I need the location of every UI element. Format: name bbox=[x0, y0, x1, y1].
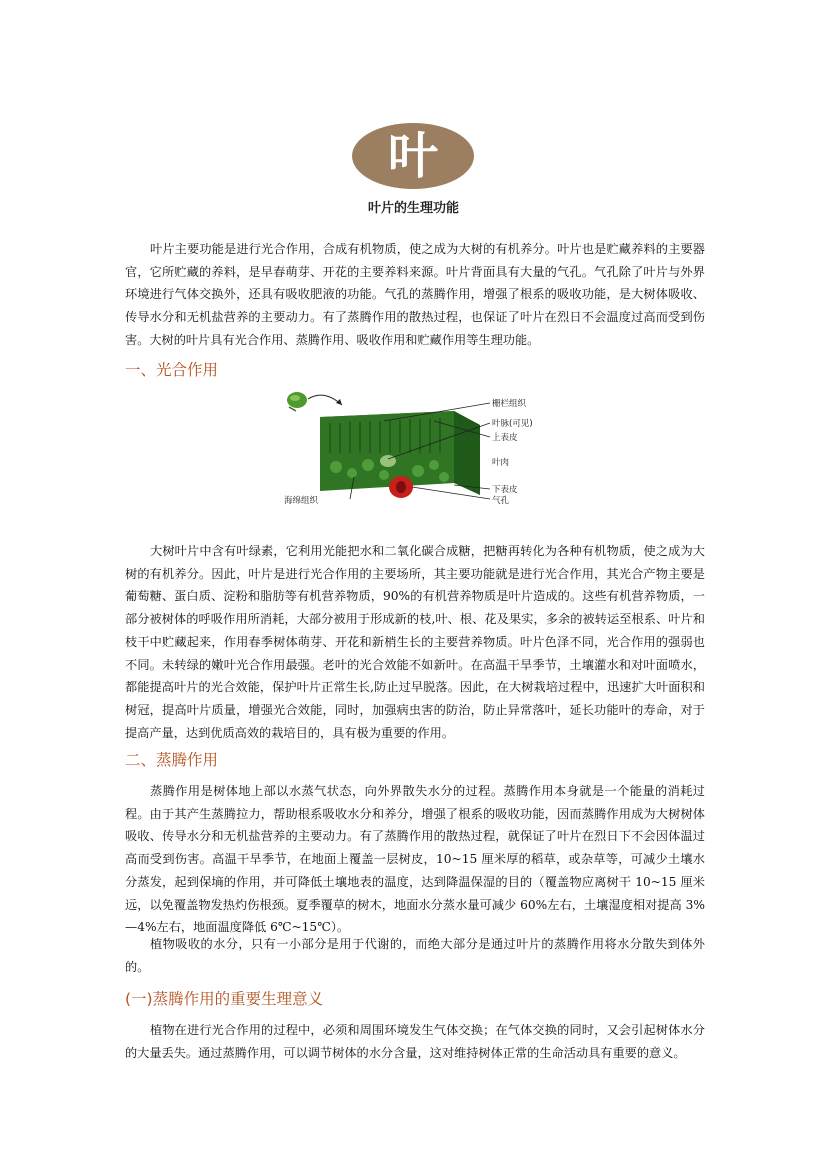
leaf-block-side bbox=[454, 411, 480, 495]
page-title: 叶片的生理功能 bbox=[367, 201, 459, 216]
label-mesophyll: 叶肉 bbox=[492, 458, 510, 468]
leaf-logo bbox=[352, 123, 474, 189]
label-vein: 叶脉(可见) bbox=[492, 419, 533, 429]
leaf-cross-section-figure bbox=[284, 387, 546, 515]
section-heading-photosynthesis: 一、光合作用 bbox=[125, 361, 219, 379]
arrow-icon bbox=[308, 395, 342, 405]
small-leaf-icon bbox=[287, 392, 307, 411]
significance-paragraph: 植物在进行光合作用的过程中，必须和周围环境发生气体交换；在气体交换的同时，又会引起树体水分的大量丢失。通过蒸腾作用，可以调节树体的水分含量，这对维持树体正常的生命活动具有重要的意义。 bbox=[125, 1023, 705, 1060]
section-heading-transpiration: 二、蒸腾作用 bbox=[125, 751, 219, 769]
section-heading-significance: (一)蒸腾作用的重要生理意义 bbox=[125, 990, 324, 1008]
photosynthesis-paragraph: 大树叶片中含有叶绿素，它利用光能把水和二氧化碳合成糖，把糖再转化为各种有机物质，使之成为大树的有机养分。因此，叶片是进行光合作用的主要场所，其主要功能就是进行光合作用，其光合产物主要是葡萄糖、蛋白质、淀粉和脂肪等有机营养物质，90%的有机营养物质是叶片造成的。这些有机营养物质，一部分被树体的呼吸作用所消耗，大部分被用于形成新的枝,叶、根、花及果实，多余的被转运至根系、叶片和枝干中贮藏起来，作用春季树体萌芽、开花和新梢生长的主要营养物质。叶片色泽不同，光合作用的强弱也不同。未转绿的嫩叶光合作用最强。老叶的光合效能不如新叶。在高温干旱季节，土壤灌水和对叶面喷水，都能提高叶片的光合效能，保护叶片正常生长,防止过早脱落。因此，在大树栽培过程中，迅速扩大叶面积和树冠，提高叶片质量，增强光合效能，同时，加强病虫害的防治，防止异常落叶，延长功能叶的寿命，对于提高产量，达到优质高效的栽培目的，具有极为重要的作用。 bbox=[125, 544, 705, 740]
arrow-head-icon bbox=[336, 399, 342, 405]
label-spongy: 海绵组织 bbox=[284, 496, 319, 506]
label-upper-epidermis: 上表皮 bbox=[492, 433, 518, 443]
label-palisade: 栅栏组织 bbox=[492, 399, 527, 409]
transpiration-paragraph-2: 植物吸收的水分，只有一小部分是用于代谢的，而绝大部分是通过叶片的蒸腾作用将水分散失到体外的。 bbox=[125, 937, 705, 974]
intro-paragraph: 叶片主要功能是进行光合作用，合成有机物质，使之成为大树的有机养分。叶片也是贮藏养料的主要器官，它所贮藏的养料，是早春萌芽、开花的主要养料来源。叶片背面具有大量的气孔。气孔除了叶片与外界环境进行气体交换外，还具有吸收肥液的功能。气孔的蒸腾作用，增强了根系的吸收功能，是大树体吸收、传导水分和无机盐营养的主要动力。有了蒸腾作用的散热过程，也保证了叶片在烈日不会温度过高而受到伤害。大树的叶片具有光合作用、蒸腾作用、吸收作用和贮藏作用等生理功能。 bbox=[125, 242, 705, 347]
transpiration-paragraph-1: 蒸腾作用是树体地上部以水蒸气状态，向外界散失水分的过程。蒸腾作用本身就是一个能量的消耗过程。由于其产生蒸腾拉力，帮助根系吸收水分和养分，增强了根系的吸收功能，因而蒸腾作用成为大树树体吸收、传导水分和无机盐营养的主要动力。有了蒸腾作用的散热过程，就保证了叶片在烈日下不会因体温过高而受到伤害。高温干旱季节，在地面上覆盖一层树皮，10~15 厘米厚的稻草，或杂草等，可减少土壤水分蒸发，起到保墒的作用，并可降低土壤地表的温度，达到降温保湿的目的（覆盖物应离树干 10~15 厘米远，以免覆盖物发热灼伤根颈。夏季覆草的树木，地面水分蒸水量可减少 60%左右，土壤湿度相对提高 3%—4%左右，地面温度降低 6℃~15℃）。 bbox=[125, 784, 705, 935]
label-stoma: 气孔 bbox=[492, 496, 510, 506]
logo-character: 叶 bbox=[388, 127, 438, 185]
label-lower-epidermis: 下表皮 bbox=[492, 485, 518, 495]
